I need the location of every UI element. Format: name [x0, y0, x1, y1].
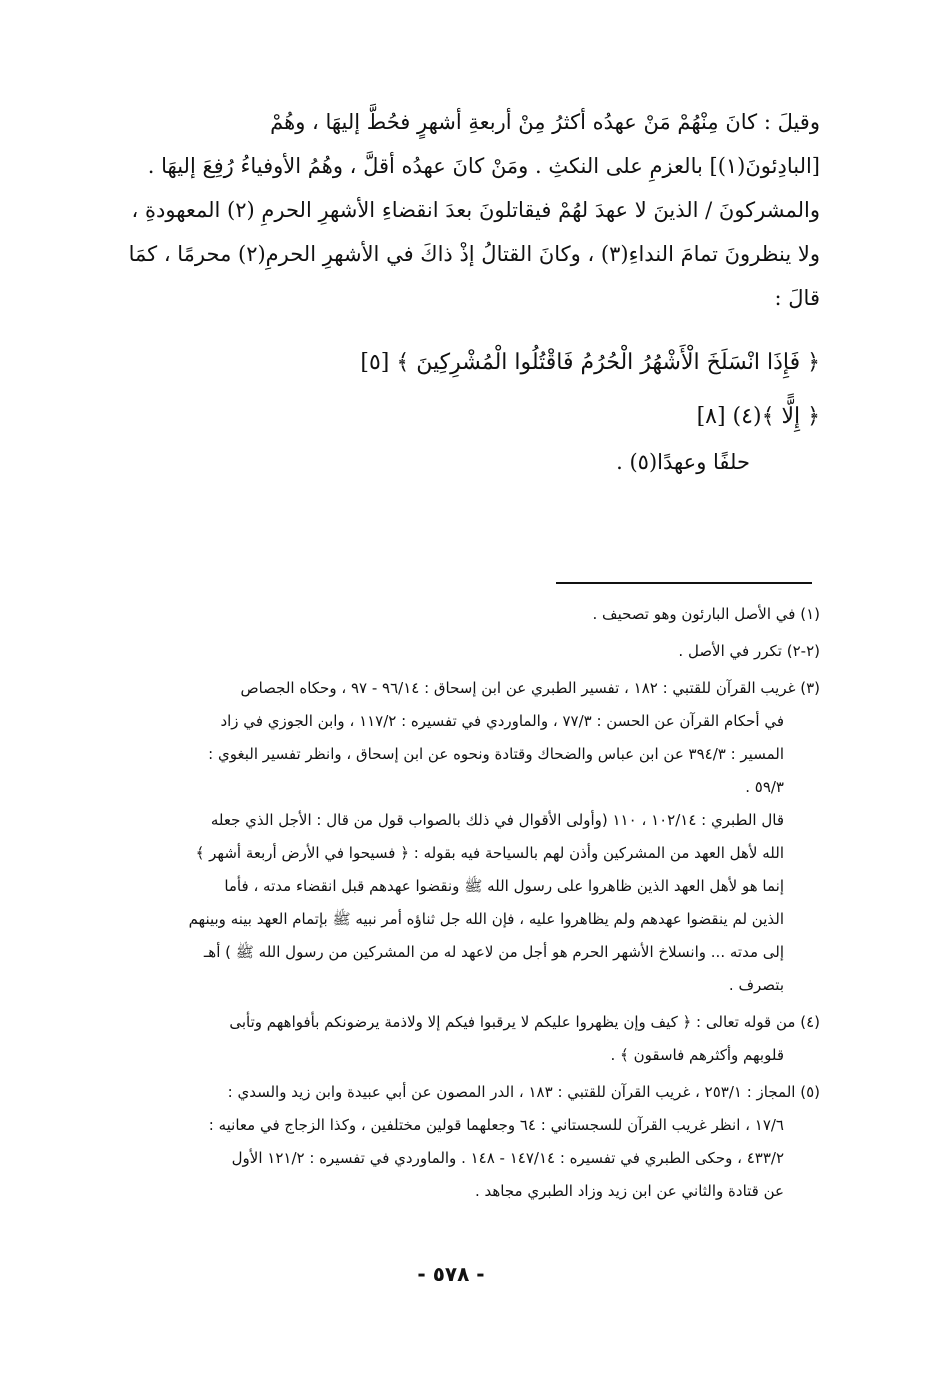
footnote-line: ١٧/٦ ، انظر غريب القرآن للسجستاني : ٦٤ وجعلهما قولين مختلفين ، وكذا الزجاج في معانيه :: [208, 1116, 784, 1134]
footnote-line: الذين لم ينقضوا عهدهم ولم يظاهروا عليه ، فإن الله جل ثناؤه أمر نبيه ﷺ بإتمام العهد بينه وبينهم: [188, 910, 784, 928]
footnote-line: قلوبهم وأكثرهم فاسقون ﴾ .: [610, 1046, 784, 1064]
footnote-3: [120, 672, 820, 1002]
main-line-5: قالَ :: [774, 286, 820, 310]
main-text: [110, 100, 820, 320]
quran-verse-1: ﴿ فَإِذَا انْسَلَخَ الْأَشْهُرُ الْحُرُمُ فَاقْتُلُوا الْمُشْرِكِينَ ﴾ [٥]: [360, 350, 820, 375]
main-line-2: [البادِئونَ(١)] بالعزمِ على النكثِ . ومَنْ كانَ عهدُه أقلَّ ، وهُمُ الأوفياءُ رُفِعَ إليهَا .: [147, 154, 820, 178]
footnote-line: قال الطبري : ١٠٢/١٤ ، ١١٠ (وأولى الأقوال في ذلك بالصواب قول من قال : الأجل الذي جعله: [210, 811, 784, 829]
main-line-3: والمشركونَ / الذينَ لا عهدَ لهُمْ فيقاتلونَ بعدَ انقضاءِ الأشهرِ الحرمِ (٢) المعهودةِ ،: [131, 198, 820, 222]
footnote-line: (٣) غريب القرآن للقتبي : ١٨٢ ، تفسير الطبري عن ابن إسحاق : ٩٦/١٤ - ٩٧ ، وحكاه الجصاص: [240, 679, 820, 697]
footnote-4: [120, 1006, 820, 1072]
closing-text: حلفًا وعهدًا(٥) .: [616, 450, 750, 474]
main-line-1: وقيلَ : كانَ مِنْهُمْ مَنْ عهدُه أكثرُ مِنْ أربعةِ أشهرٍ فحُطَّ إليهَا ، وهُمْ: [270, 110, 820, 134]
footnote-5: [120, 1076, 820, 1208]
footnote-line: إلى مدته ... وانسلاخ الأشهر الحرم هو أجل من لاعهد له من المشركين من رسول الله ﷺ ) أهـ: [203, 943, 784, 961]
main-line-4: ولا ينظرونَ تمامَ النداءِ(٣) ، وكانَ القتالُ إذْ ذاكَ في الأشهرِ الحرمِ(٢) محرمًا ، كمَا: [128, 242, 820, 266]
page-number: - ٥٧٨ -: [417, 1262, 485, 1286]
footnote-line: في أحكام القرآن عن الحسن : ٧٧/٣ ، والماوردي في تفسيره : ١١٧/٢ ، وابن الجوزي في زاد: [220, 712, 784, 730]
footnotes: [120, 598, 820, 1212]
footnote-line: (٢-٢) تكرر في الأصل .: [678, 642, 820, 660]
footnote-line: بتصرف .: [728, 976, 784, 994]
footnote-line: عن قتادة والثاني عن ابن زيد وزاد الطبري مجاهد .: [474, 1182, 784, 1200]
footnote-line: (٥) المجاز : ٢٥٣/١ ، غريب القرآن للقتبي : ١٨٣ ، الدر المصون عن أبي عبيدة وابن زيد والسدي :: [227, 1083, 820, 1101]
quran-verse-2: ﴿ إِلًّا ﴾(٤) [٨]: [696, 404, 820, 429]
footnote-1: [120, 598, 820, 631]
footnote-separator: [556, 582, 812, 584]
footnote-line: (٤) من قوله تعالى : ﴿ كيف وإن يظهروا عليكم لا يرقبوا فيكم إلا ولاذمة يرضونكم بأفواههم وتأبى: [229, 1013, 820, 1031]
footnote-2: [120, 635, 820, 668]
footnote-line: إنما هو لأهل العهد الذين ظاهروا على رسول الله ﷺ ونقضوا عهدهم قبل انقضاء مدته ، فأما: [224, 877, 784, 895]
footnote-line: (١) في الأصل البارئون وهو تصحيف .: [592, 605, 820, 623]
footnote-line: الله لأهل العهد من المشركين وأذن لهم بالسياحة فيه بقوله : ﴿ فسيحوا في الأرض أربعة أشهر ﴾: [195, 844, 784, 862]
footnote-line: ٤٣٣/٢ ، وحكى الطبري في تفسيره : ١٤٧/١٤ - ١٤٨ . والماوردي في تفسيره : ١٢١/٢ الأول: [231, 1149, 784, 1167]
footnote-line: المسير : ٣٩٤/٣ عن ابن عباس والضحاك وقتادة ونحوه عن ابن إسحاق ، وانظر تفسير البغوي :: [208, 745, 784, 763]
footnote-line: ٥٩/٣ .: [745, 778, 784, 796]
